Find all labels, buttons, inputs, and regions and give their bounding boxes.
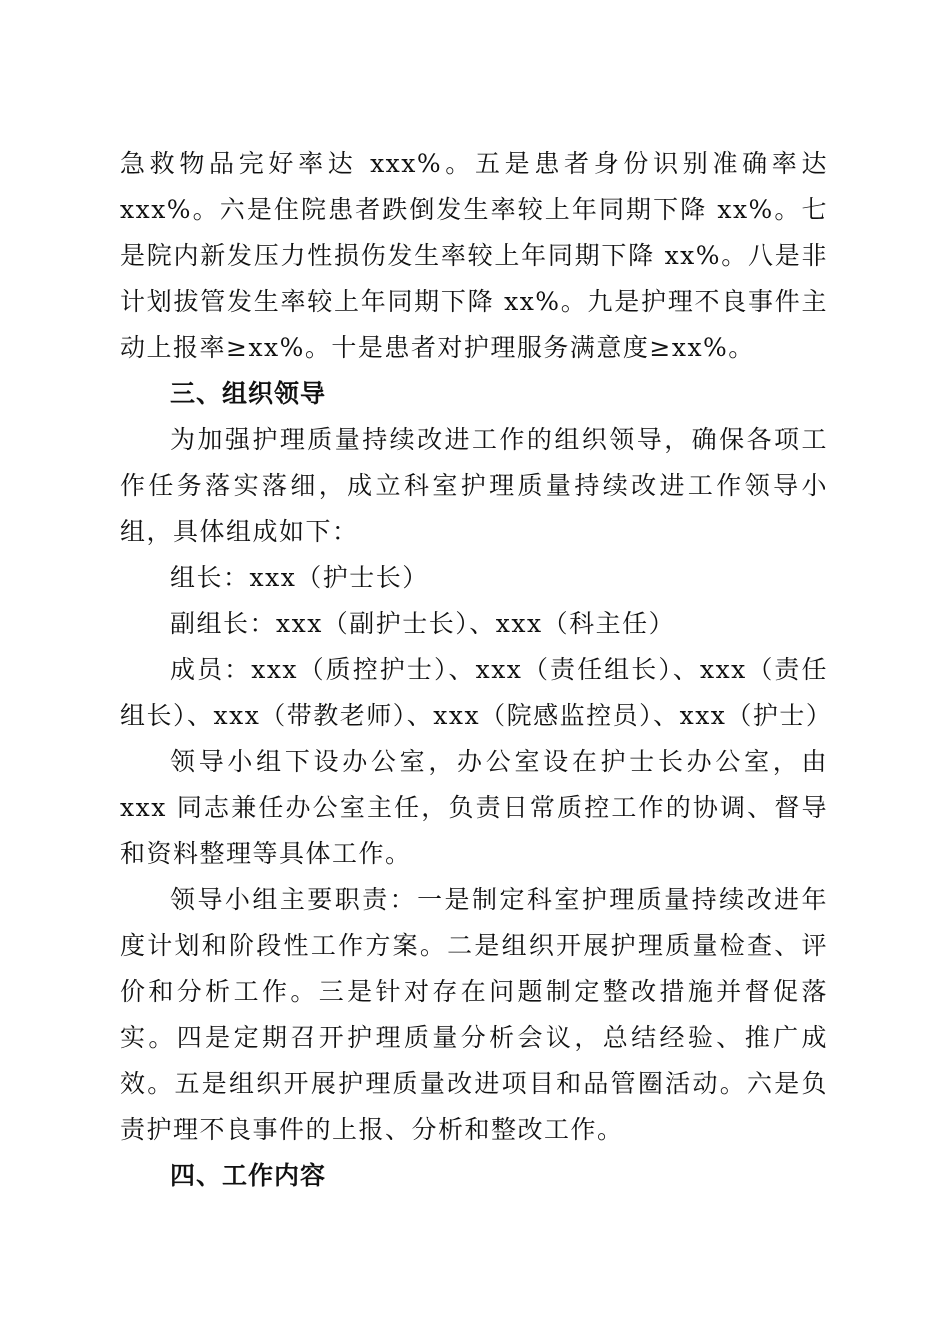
paragraph-deputy-leader: 副组长：xxx（副护士长）、xxx（科主任） [170,609,676,638]
paragraph-office: 领导小组下设办公室，办公室设在护士长办公室，由 xxx 同志兼任办公室主任，负责日常质控工作的协调、督导和资料整理等具体工作。 [120,747,828,868]
section-heading-work-content: 四、工作内容 [170,1161,327,1190]
paragraph-targets-continued: 急救物品完好率达 xxx%。五是患者身份识别准确率达 xxx%。六是住院患者跌倒发生率较上年同期下降 xx%。七是院内新发压力性损伤发生率较上年同期下降 xx%。八是非计划拔管发生率较上年同期下降 xx%。九是护理不良事件主动上报率≥xx%。十是患者对护理服务满意度≥xx%。 [120,149,828,362]
paragraph-organization-intro: 为加强护理质量持续改进工作的组织领导，确保各项工作任务落实落细，成立科室护理质量持续改进工作领导小组，具体组成如下： [120,425,828,546]
paragraph-group-leader: 组长：xxx（护士长） [170,563,429,592]
section-heading-organization: 三、组织领导 [170,379,327,408]
paragraph-duties: 领导小组主要职责：一是制定科室护理质量持续改进年度计划和阶段性工作方案。二是组织开展护理质量检查、评价和分析工作。三是针对存在问题制定整改措施并督促落实。四是定期召开护理质量分析会议，总结经验、推广成效。五是组织开展护理质量改进项目和品管圈活动。六是负责护理不良事件的上报、分析和整改工作。 [120,885,828,1144]
document-page [120,141,833,1199]
paragraph-members: 成员：xxx（质控护士）、xxx（责任组长）、xxx（责任组长）、xxx（带教老师）、xxx（院感监控员）、xxx（护士） [120,655,833,730]
